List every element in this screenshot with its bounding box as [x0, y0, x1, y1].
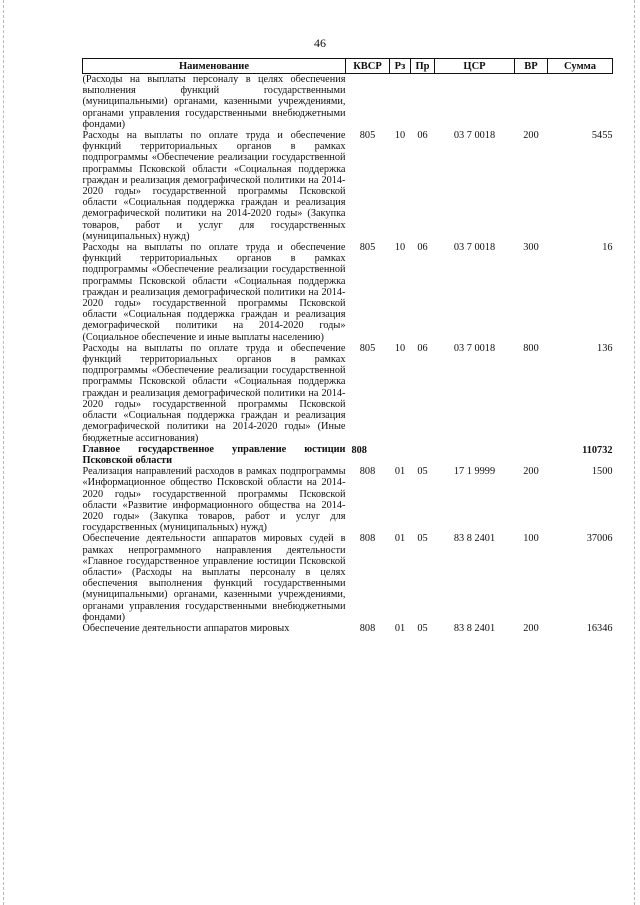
row-csr: 03 7 0018 — [453, 342, 496, 354]
row-sum: 1500 — [591, 466, 613, 478]
row-rz: 10 — [394, 242, 406, 254]
row-sum: 37006 — [586, 533, 613, 545]
header-rz: Рз — [390, 59, 411, 74]
row-rz: 01 — [394, 533, 406, 545]
table-row — [83, 242, 613, 343]
row-csr — [435, 74, 515, 131]
row-csr: 03 7 0018 — [453, 130, 496, 142]
row-rz: 10 — [394, 130, 406, 142]
row-csr: 03 7 0018 — [453, 242, 496, 254]
table-row — [83, 343, 613, 444]
row-csr — [435, 444, 515, 466]
row-pr: 05 — [417, 533, 428, 545]
table-row — [83, 623, 613, 634]
row-rz: 01 — [394, 622, 406, 634]
header-pr: Пр — [411, 59, 435, 74]
row-pr: 06 — [417, 130, 428, 142]
row-name: Обеспечение деятельности аппаратов мировых — [82, 622, 290, 634]
row-name: Расходы на выплаты по оплате труда и обеспечение функций территориальных органов в рамках подпрограммы «Обеспечение реализации государственной программы Псковской области «Социальная поддержка граждан и реализация демографической политики на 2014-2020 годы» государственной программы Псковской области «Социальная поддержка граждан и реализация демографической политики на 2014-2020 годы» (Иные бюджетные ассигнования) — [82, 342, 346, 444]
row-kvsr: 805 — [359, 130, 376, 142]
budget-table — [82, 58, 613, 634]
header-csr: ЦСР — [435, 59, 515, 74]
row-vr: 300 — [523, 242, 539, 254]
row-vr: 200 — [523, 130, 539, 142]
row-vr — [515, 444, 548, 466]
row-kvsr: 808 — [351, 444, 367, 456]
row-name: Реализация направлений расходов в рамках подпрограммы «Информационное общество Псковской области на 2014-2020 годы» государственной программы Псковской области «Развитие информационного общества на 2014-2020 годы» (Закупка товаров, работ и услуг для государственных (муниципальных) нужд) — [82, 466, 346, 534]
row-sum: 5455 — [591, 130, 613, 142]
row-kvsr — [346, 74, 390, 131]
table-header — [83, 59, 613, 74]
row-sum: 16346 — [586, 622, 613, 634]
table-row — [83, 466, 613, 533]
row-vr: 800 — [523, 342, 539, 354]
row-vr: 200 — [523, 622, 539, 634]
header-sum: Сумма — [548, 59, 613, 74]
row-sum: 110732 — [582, 444, 613, 456]
row-pr — [411, 74, 435, 131]
row-name: (Расходы на выплаты персоналу в целях обеспечения выполнения функций государственными (муниципальными) органами, казенными учреждениями, органами управления государственными внебюджетными фондами) — [82, 74, 346, 130]
row-pr: 05 — [417, 466, 428, 478]
row-pr: 05 — [417, 622, 428, 634]
table-row-organization — [83, 444, 613, 466]
page-number: 46 — [314, 36, 326, 50]
right-margin-line — [634, 0, 635, 905]
left-margin-line — [3, 0, 4, 905]
row-name: Расходы на выплаты по оплате труда и обеспечение функций территориальных органов в рамках подпрограммы «Обеспечение реализации государственной программы Псковской области «Социальная поддержка граждан и реализация демографической политики на 2014-2020 годы» государственной программы Псковской области «Социальная поддержка граждан и реализация демографической политики на 2014-2020 годы» (Закупка товаров, работ и услуг для государственных (муниципальных) нужд) — [82, 130, 346, 242]
row-pr: 06 — [417, 342, 428, 354]
row-sum — [548, 74, 613, 131]
header-vr: ВР — [515, 59, 548, 74]
table-row — [83, 130, 613, 242]
row-csr: 17 1 9999 — [453, 466, 496, 478]
row-kvsr: 805 — [359, 242, 376, 254]
header-kvsr: КВСР — [346, 59, 390, 74]
row-vr: 100 — [523, 533, 539, 545]
row-name: Обеспечение деятельности аппаратов мировых судей в рамках непрограммного направления деятельности «Главное государственное управление юстиции Псковской области» (Расходы на выплаты персоналу в целях обеспечения выполнения функций государственными (муниципальными) органами, казенными учреждениями, органами управления государственными внебюджетными фондами) — [82, 533, 346, 623]
row-kvsr: 808 — [359, 533, 376, 545]
row-name: Расходы на выплаты по оплате труда и обеспечение функций территориальных органов в рамках подпрограммы «Обеспечение реализации государственной программы Псковской области «Социальная поддержка граждан и реализация демографической политики на 2014-2020 годы» государственной программы Псковской области «Социальная поддержка граждан и реализация демографической политики на 2014-2020 годы» (Социальное обеспечение и иные выплаты населению) — [82, 242, 346, 343]
row-name: Главное государственное управление юстиции Псковской области — [82, 443, 346, 466]
row-rz: 10 — [394, 342, 406, 354]
row-pr: 06 — [417, 242, 428, 254]
row-sum: 136 — [597, 342, 613, 354]
row-csr: 83 8 2401 — [453, 622, 496, 634]
table-row — [83, 74, 613, 131]
row-vr: 200 — [523, 466, 539, 478]
row-vr — [515, 74, 548, 131]
row-pr — [411, 444, 435, 466]
row-rz — [390, 444, 411, 466]
row-csr: 83 8 2401 — [453, 533, 496, 545]
budget-table-container — [82, 58, 612, 634]
header-name: Наименование — [83, 59, 346, 74]
row-rz — [390, 74, 411, 131]
row-kvsr: 808 — [359, 466, 376, 478]
row-kvsr: 808 — [359, 622, 376, 634]
table-row — [83, 533, 613, 623]
row-kvsr: 805 — [359, 342, 376, 354]
row-sum: 16 — [602, 242, 613, 254]
table-body — [83, 74, 613, 635]
row-rz: 01 — [394, 466, 406, 478]
